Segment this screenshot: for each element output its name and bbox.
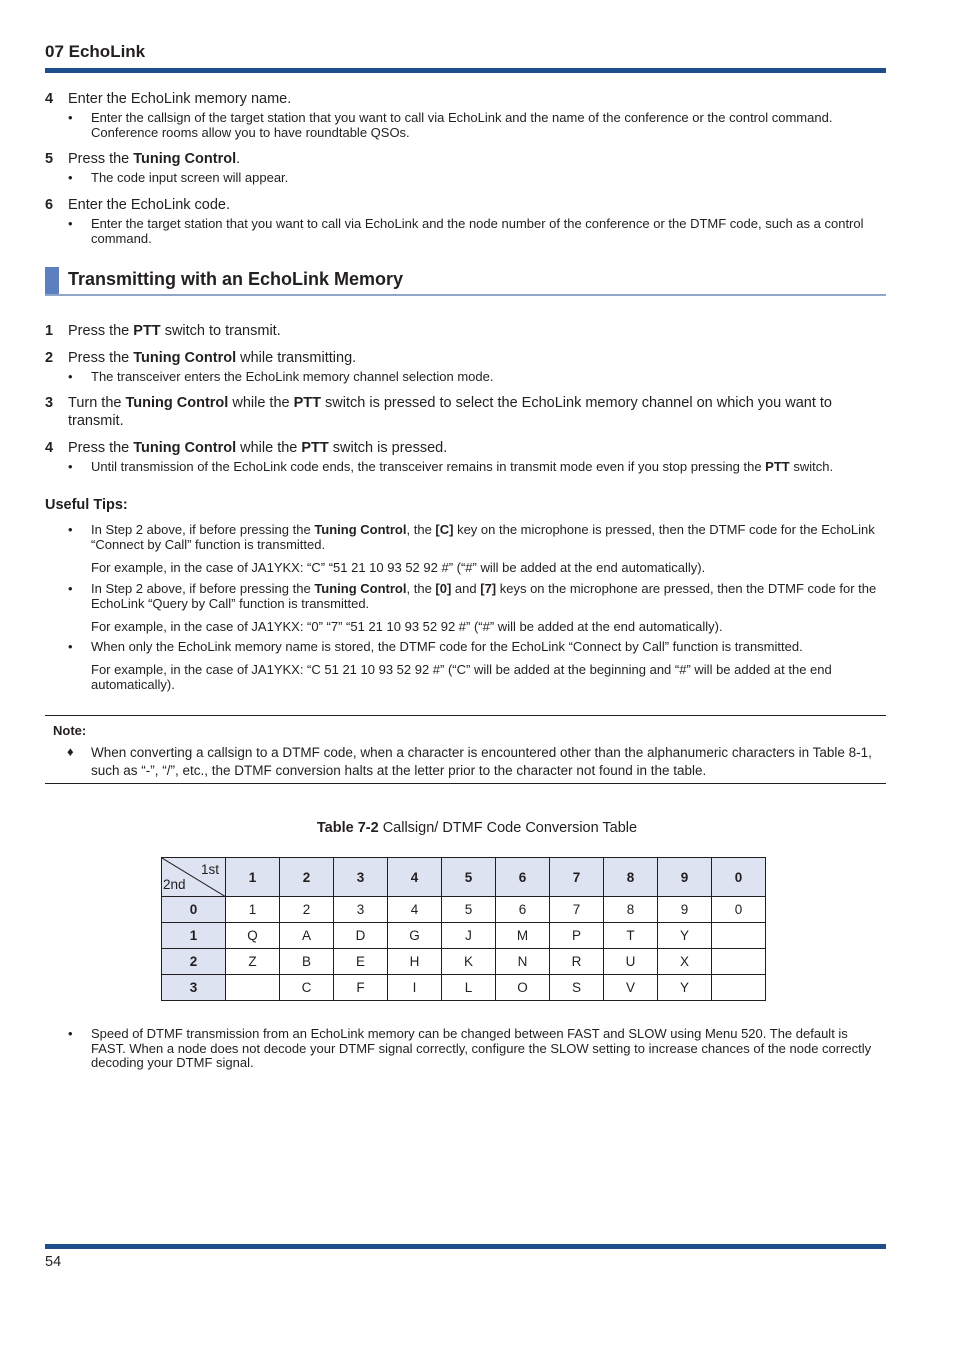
text-run: while the [228, 395, 294, 411]
table-cell: O [496, 975, 550, 1001]
control-name: Tuning Control [133, 350, 237, 366]
text-run: Press the [68, 440, 134, 456]
bullet-icon: • [68, 216, 73, 231]
step-number: 4 [45, 91, 54, 107]
column-header: 9 [658, 858, 712, 897]
table-cell: M [496, 923, 550, 949]
key-name: [C] [435, 522, 454, 537]
bullet-icon: • [68, 522, 73, 537]
table-cell: X [658, 949, 712, 975]
table-cell: 4 [388, 897, 442, 923]
step-number: 1 [45, 323, 54, 339]
table-cell: 6 [496, 897, 550, 923]
text-run: switch. [789, 459, 834, 474]
text-run: , the [406, 581, 436, 596]
tip-example: For example, in the case of JA1YKX: “0” “7” “51 21 10 93 52 92 #” (“#” will be added at the end automatically). [91, 619, 723, 634]
control-name: Tuning Control [125, 395, 229, 411]
control-name: Tuning Control [133, 440, 237, 456]
footer-rule [45, 1244, 886, 1249]
table-cell [712, 949, 766, 975]
tip-example: For example, in the case of JA1YKX: “C 51 21 10 93 52 92 #” (“C” will be added at the beginning and “#” will be added at the end automatically). [91, 662, 832, 692]
caption-text: Callsign/ DTMF Code Conversion Table [378, 820, 638, 836]
conversion-table [161, 857, 766, 1001]
text-run: Press the [68, 151, 134, 167]
bullet-text: The transceiver enters the EchoLink memory channel selection mode. [91, 369, 494, 384]
table-row [162, 975, 766, 1001]
step-number: 6 [45, 197, 54, 213]
text-run: switch is pressed. [328, 440, 448, 456]
section-bar [45, 267, 59, 294]
table-cell: 2 [280, 897, 334, 923]
text-run: key on the microphone is pressed, then the DTMF code for the EchoLink “Connect by Call” function is transmitted. [91, 522, 875, 552]
section-heading [45, 266, 886, 296]
table-row [162, 923, 766, 949]
table-cell: N [496, 949, 550, 975]
column-header: 4 [388, 858, 442, 897]
table-cell: Y [658, 923, 712, 949]
bullet-text: The code input screen will appear. [91, 170, 289, 185]
corner-cell [162, 858, 226, 897]
row-header: 1 [162, 923, 226, 949]
row-header: 0 [162, 897, 226, 923]
table-cell: F [334, 975, 388, 1001]
corner-label-1st: 1st [200, 862, 219, 877]
control-name: PTT [765, 459, 790, 474]
table-cell: S [550, 975, 604, 1001]
diamond-icon: ♦ [67, 744, 74, 759]
text-run: keys on the microphone are pressed, then the DTMF code for the EchoLink “Query by Call” function is transmitted. [91, 581, 877, 611]
bullet-text [91, 460, 886, 475]
text-run: In Step 2 above, if before pressing the [91, 581, 315, 596]
table-cell: 1 [226, 897, 280, 923]
table-cell: I [388, 975, 442, 1001]
tips-heading: Useful Tips: [45, 497, 128, 513]
tip-text: When only the EchoLink memory name is stored, the DTMF code for the EchoLink “Connect by Call” function is transmitted. [91, 639, 803, 654]
table-cell: B [280, 949, 334, 975]
column-header: 2 [280, 858, 334, 897]
column-header: 7 [550, 858, 604, 897]
control-name: PTT [301, 440, 329, 456]
table-header-row [162, 858, 766, 897]
text-run: Press the [68, 350, 134, 366]
text-run: and [451, 581, 481, 596]
table-cell: E [334, 949, 388, 975]
tip-text [91, 523, 886, 552]
bullet-text: Enter the callsign of the target station that you want to call via EchoLink and the name of the conference or the control command. Conference rooms allow you to have roundtable QSOs. [91, 110, 833, 140]
step-number: 2 [45, 350, 54, 366]
table-cell: Y [658, 975, 712, 1001]
bullet-icon: • [68, 1026, 73, 1041]
table-cell: P [550, 923, 604, 949]
text-run: switch is pressed to select the EchoLink memory channel on which you want to transmit. [68, 395, 832, 429]
text-run: switch to transmit. [160, 323, 281, 339]
step-text [68, 150, 886, 168]
chapter-title: 07 EchoLink [45, 42, 146, 61]
table-cell: V [604, 975, 658, 1001]
table-cell: C [280, 975, 334, 1001]
table-cell: H [388, 949, 442, 975]
table-cell: D [334, 923, 388, 949]
table-cell: 5 [442, 897, 496, 923]
note-title: Note: [53, 723, 87, 738]
section-title: Transmitting with an EchoLink Memory [68, 269, 404, 289]
column-header: 5 [442, 858, 496, 897]
key-name: [7] [480, 581, 497, 596]
table-cell: Z [226, 949, 280, 975]
table-row [162, 897, 766, 923]
step-text [68, 394, 886, 430]
step-number: 5 [45, 151, 54, 167]
table-cell: J [442, 923, 496, 949]
control-name: Tuning Control [133, 151, 237, 167]
text-run: , the [406, 522, 436, 537]
table-cell: G [388, 923, 442, 949]
tip-text [91, 582, 886, 611]
step-text: Enter the EchoLink code. [68, 197, 231, 213]
page-number: 54 [45, 1254, 62, 1270]
table-cell: 7 [550, 897, 604, 923]
table-cell: R [550, 949, 604, 975]
table-cell: A [280, 923, 334, 949]
text-run: Press the [68, 323, 134, 339]
table-cell [712, 975, 766, 1001]
bullet-text: Enter the target station that you want to call via EchoLink and the node number of the conference or the DTMF code, such as a control command. [91, 216, 864, 246]
step-text: Enter the EchoLink memory name. [68, 91, 292, 107]
key-name: [0] [435, 581, 452, 596]
table-cell: U [604, 949, 658, 975]
text-run: In Step 2 above, if before pressing the [91, 522, 315, 537]
control-name: PTT [293, 395, 321, 411]
note-box [45, 715, 886, 784]
table-cell: 8 [604, 897, 658, 923]
row-header: 3 [162, 975, 226, 1001]
table-cell: 3 [334, 897, 388, 923]
row-header: 2 [162, 949, 226, 975]
bullet-icon: • [68, 170, 73, 185]
note-text: When converting a callsign to a DTMF code, when a character is encountered other than the alphanumeric characters in Table 8-1, such as “-”, “/”, etc., the DTMF conversion halts at the letter prior to the character not found in the table. [91, 745, 872, 778]
step-text [68, 322, 886, 340]
column-header: 6 [496, 858, 550, 897]
table-caption [0, 820, 954, 836]
table-cell [226, 975, 280, 1001]
column-header: 1 [226, 858, 280, 897]
control-name: PTT [133, 323, 161, 339]
caption-label: Table 7-2 [316, 820, 379, 836]
text-run: Until transmission of the EchoLink code ends, the transceiver remains in transmit mode even if you stop pressing the [91, 459, 766, 474]
control-name: Tuning Control [314, 581, 407, 596]
text-run: Turn the [68, 395, 126, 411]
table-cell: L [442, 975, 496, 1001]
tip-example: For example, in the case of JA1YKX: “C” “51 21 10 93 52 92 #” (“#” will be added at the end automatically). [91, 560, 706, 575]
column-header: 0 [712, 858, 766, 897]
step-number: 4 [45, 440, 54, 456]
bullet-icon: • [68, 581, 73, 596]
text-run: . [236, 151, 241, 167]
bullet-icon: • [68, 369, 73, 384]
table-cell [712, 923, 766, 949]
table-cell: Q [226, 923, 280, 949]
step-number: 3 [45, 395, 54, 411]
table-cell: 0 [712, 897, 766, 923]
table-cell: 9 [658, 897, 712, 923]
step-text [68, 349, 886, 367]
bullet-icon: • [68, 110, 73, 125]
table-row [162, 949, 766, 975]
bullet-icon: • [68, 459, 73, 474]
text-run: while transmitting. [236, 350, 357, 366]
bullet-icon: • [68, 639, 73, 654]
column-header: 3 [334, 858, 388, 897]
corner-label-2nd: 2nd [163, 877, 186, 892]
bullet-text: Speed of DTMF transmission from an EchoLink memory can be changed between FAST and SLOW using Menu 520. The default is FAST. When a node does not decode your DTMF signal correctly, configure the SLOW setting to increase chances of the node correctly decoding your DTMF signal. [91, 1026, 872, 1070]
step-text [68, 439, 886, 457]
table-cell: K [442, 949, 496, 975]
text-run: while the [236, 440, 302, 456]
table-cell: T [604, 923, 658, 949]
header-rule [45, 68, 886, 73]
column-header: 8 [604, 858, 658, 897]
control-name: Tuning Control [314, 522, 407, 537]
